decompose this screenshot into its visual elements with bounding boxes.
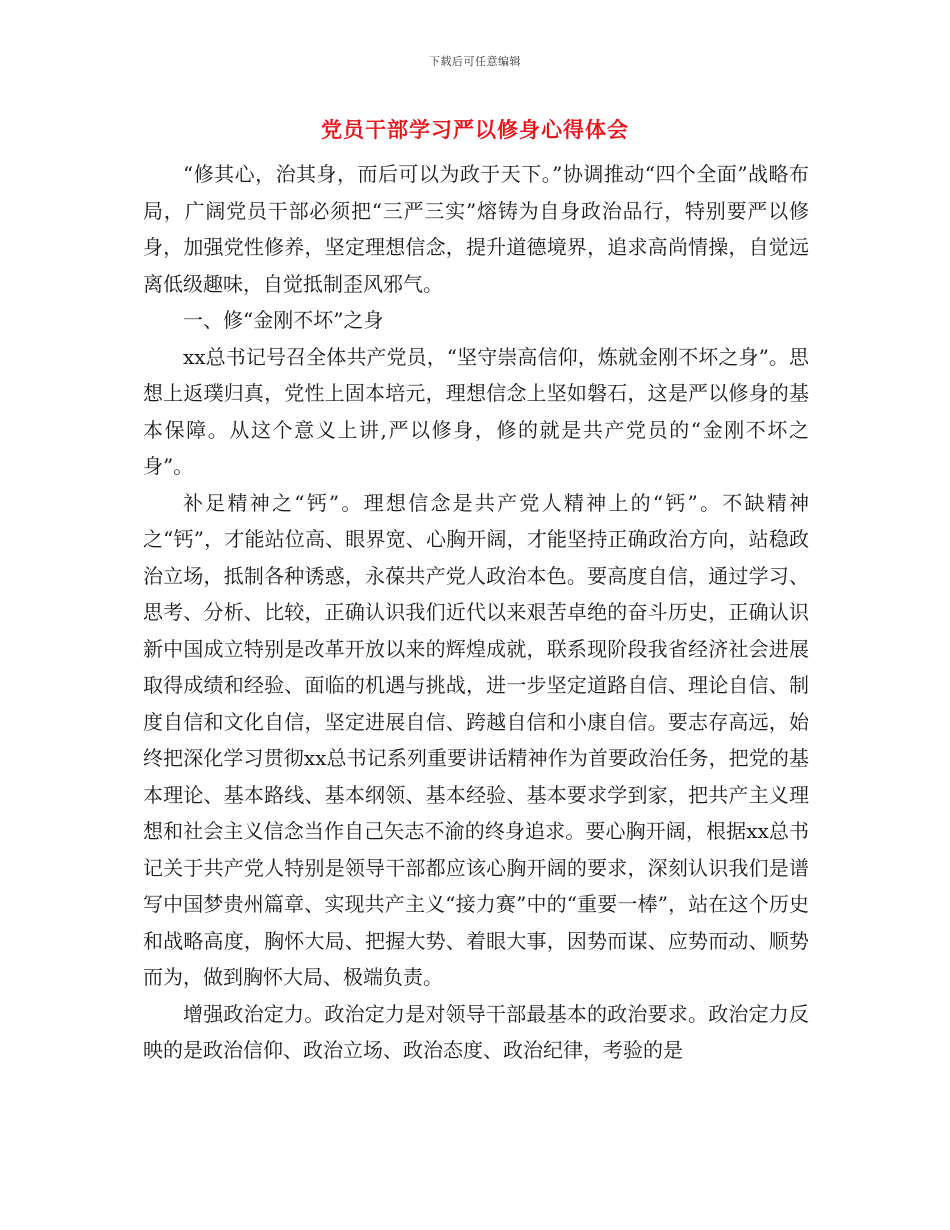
document-body [143, 156, 809, 1069]
paragraph-intro: “修其心，治其身，而后可以为政于天下。”协调推动“四个全面”战略布局，广阔党员干部必须把“三严三实”熔铸为自身政治品行，特别要严以修身，加强党性修养，坚定理想信念，提升道德境界，追求高尚情操，自觉远离低级趣味，自觉抵制歪风邪气。 [143, 162, 809, 296]
paragraph-political-focus: 增强政治定力。政治定力是对领导干部最基本的政治要求。政治定力反映的是政治信仰、政治立场、政治态度、政治纪律，考验的是 [143, 1001, 809, 1062]
paragraph-section-1-intro: xx总书记号召全体共产党员，“坚守崇高信仰，炼就金刚不坏之身”。思想上返璞归真，党性上固本培元，理想信念上坚如磐石，这是严以修身的基本保障。从这个意义上讲,严以修身，修的就是共产党员的“金刚不坏之身”。 [143, 344, 809, 478]
paragraph-calcium: 补足精神之“钙”。理想信念是共产党人精神上的“钙”。不缺精神之“钙”，才能站位高、眼界宽、心胸开阔，才能坚持正确政治方向，站稳政治立场，抵制各种诱惑，永葆共产党人政治本色。要高度自信，通过学习、思考、分析、比较，正确认识我们近代以来艰苦卓绝的奋斗历史，正确认识新中国成立特别是改革开放以来的辉煌成就，联系现阶段我省经济社会进展取得成绩和经验、面临的机遇与挑战，进一步坚定道路自信、理论自信、制度自信和文化自信，坚定进展自信、跨越自信和小康自信。要志存高远，始终把深化学习贯彻xx总书记系列重要讲话精神作为首要政治任务，把党的基本理论、基本路线、基本纲领、基本经验、基本要求学到家，把共产主义理想和社会主义信念当作自己矢志不渝的终身追求。要心胸开阔，根据xx总书记关于共产党人特别是领导干部都应该心胸开阔的要求，深刻认识我们是谱写中国梦贵州篇章、实现共产主义“接力赛”中的“重要一棒”，站在这个历史和战略高度，胸怀大局、把握大势、着眼大事，因势而谋、应势而动、顺势而为，做到胸怀大局、极端负责。 [143, 490, 809, 989]
document-title: 党员干部学习严以修身心得体会 [321, 118, 629, 142]
header-note: 下载后可任意编辑 [429, 55, 521, 68]
section-heading-1: 一、修“金刚不坏”之身 [183, 308, 384, 332]
